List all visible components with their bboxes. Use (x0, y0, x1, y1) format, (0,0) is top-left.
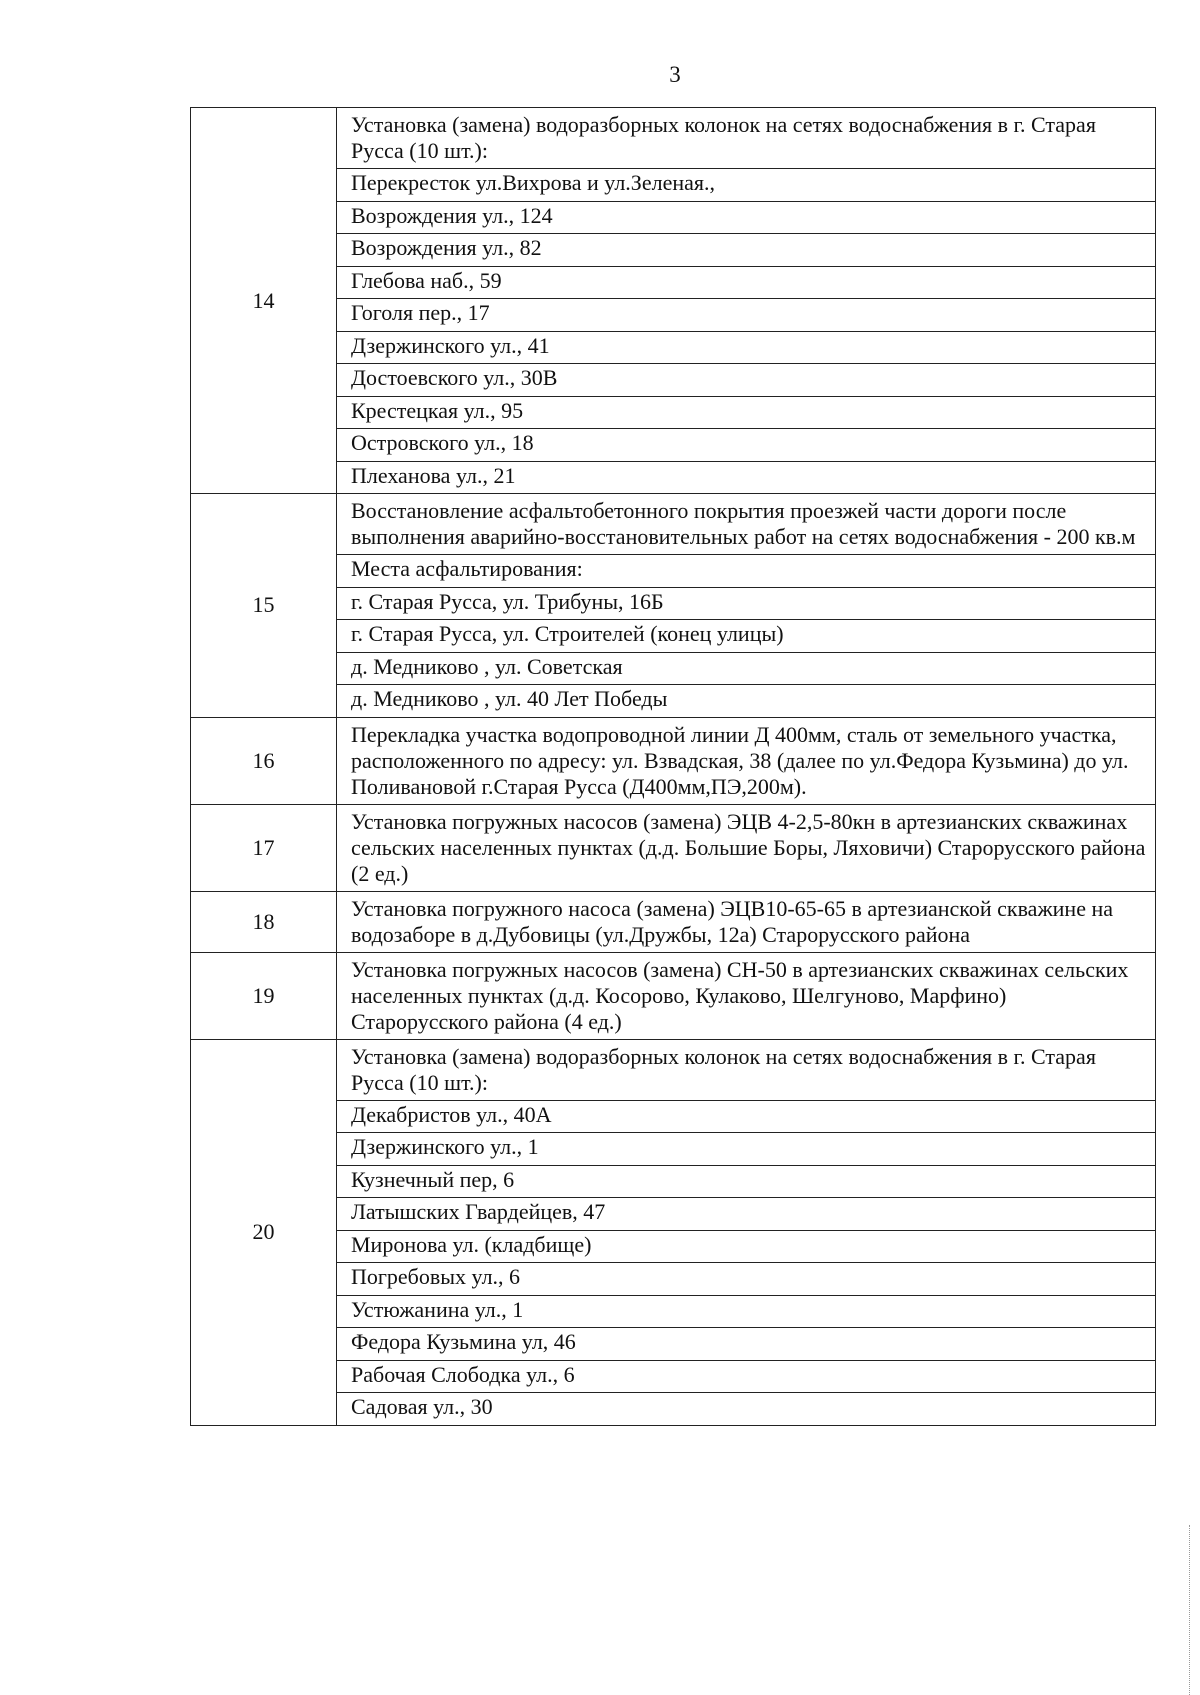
page-number: 3 (669, 62, 681, 87)
work-location: Погребовых ул., 6 (337, 1263, 1156, 1296)
work-location: д. Медниково , ул. Советская (337, 652, 1156, 685)
table-row-group-18 (191, 891, 1156, 952)
table-row-group-19 (191, 952, 1156, 1039)
work-location: Дзержинского ул., 1 (337, 1133, 1156, 1166)
work-location: Устюжанина ул., 1 (337, 1295, 1156, 1328)
table-row-group-16 (191, 717, 1156, 804)
work-location: Крестецкая ул., 95 (337, 396, 1156, 429)
work-location: Садовая ул., 30 (337, 1393, 1156, 1426)
work-location: Дзержинского ул., 41 (337, 331, 1156, 364)
work-location: Латышских Гвардейцев, 47 (337, 1198, 1156, 1231)
item-number: 19 (191, 952, 337, 1039)
work-location: г. Старая Русса, ул. Строителей (конец улицы) (337, 620, 1156, 653)
work-location: Федора Кузьмина ул, 46 (337, 1328, 1156, 1361)
item-number: 15 (191, 494, 337, 718)
item-number: 16 (191, 717, 337, 804)
works-table (190, 107, 1156, 1426)
work-location: Места асфальтирования: (337, 555, 1156, 588)
work-location: Островского ул., 18 (337, 429, 1156, 462)
item-number: 18 (191, 891, 337, 952)
work-location: Возрождения ул., 82 (337, 234, 1156, 267)
item-number: 20 (191, 1039, 337, 1425)
work-location: Декабристов ул., 40А (337, 1100, 1156, 1133)
works-table-body (191, 108, 1156, 1426)
work-location: Достоевского ул., 30В (337, 364, 1156, 397)
work-location: Плеханова ул., 21 (337, 461, 1156, 494)
work-location: д. Медниково , ул. 40 Лет Победы (337, 685, 1156, 718)
work-description: Установка погружных насосов (замена) СН-50 в артезианских скважинах сельских населенных пунктах (д.д. Косорово, Кулаково, Шелгуново, Марфино) Старорусского района (4 ед.) (337, 952, 1156, 1039)
work-location: г. Старая Русса, ул. Трибуны, 16Б (337, 587, 1156, 620)
item-number: 17 (191, 804, 337, 891)
work-location: Возрождения ул., 124 (337, 201, 1156, 234)
table-row-group-20 (191, 1039, 1156, 1100)
table-row-group-15 (191, 494, 1156, 555)
work-description: Установка погружных насосов (замена) ЭЦВ 4-2,5-80кн в артезианских скважинах сельских населенных пунктах (д.д. Большие Боры, Ляховичи) Старорусского района (2 ед.) (337, 804, 1156, 891)
work-location: Глебова наб., 59 (337, 266, 1156, 299)
work-location: Гоголя пер., 17 (337, 299, 1156, 332)
table-row-group-14 (191, 108, 1156, 169)
work-location: Перекресток ул.Вихрова и ул.Зеленая., (337, 169, 1156, 202)
item-number: 14 (191, 108, 337, 494)
work-location: Кузнечный пер, 6 (337, 1165, 1156, 1198)
work-description: Перекладка участка водопроводной линии Д 400мм, сталь от земельного участка, расположенного по адресу: ул. Взвадская, 38 (далее по ул.Федора Кузьмина) до ул. Поливановой г.Старая Русса (Д400мм,ПЭ,200м). (337, 717, 1156, 804)
work-description: Установка (замена) водоразборных колонок на сетях водоснабжения в г. Старая Русса (10 шт.): (337, 1039, 1156, 1100)
work-description: Установка (замена) водоразборных колонок на сетях водоснабжения в г. Старая Русса (10 шт.): (337, 108, 1156, 169)
table-row-group-17 (191, 804, 1156, 891)
scan-edge-line (1189, 1525, 1190, 1695)
work-location: Миронова ул. (кладбище) (337, 1230, 1156, 1263)
work-location: Рабочая Слободка ул., 6 (337, 1360, 1156, 1393)
work-description: Установка погружного насоса (замена) ЭЦВ10-65-65 в артезианской скважине на водозаборе в д.Дубовицы (ул.Дружбы, 12а) Старорусского района (337, 891, 1156, 952)
work-description: Восстановление асфальтобетонного покрытия проезжей части дороги после выполнения аварийно-восстановительных работ на сетях водоснабжения - 200 кв.м (337, 494, 1156, 555)
